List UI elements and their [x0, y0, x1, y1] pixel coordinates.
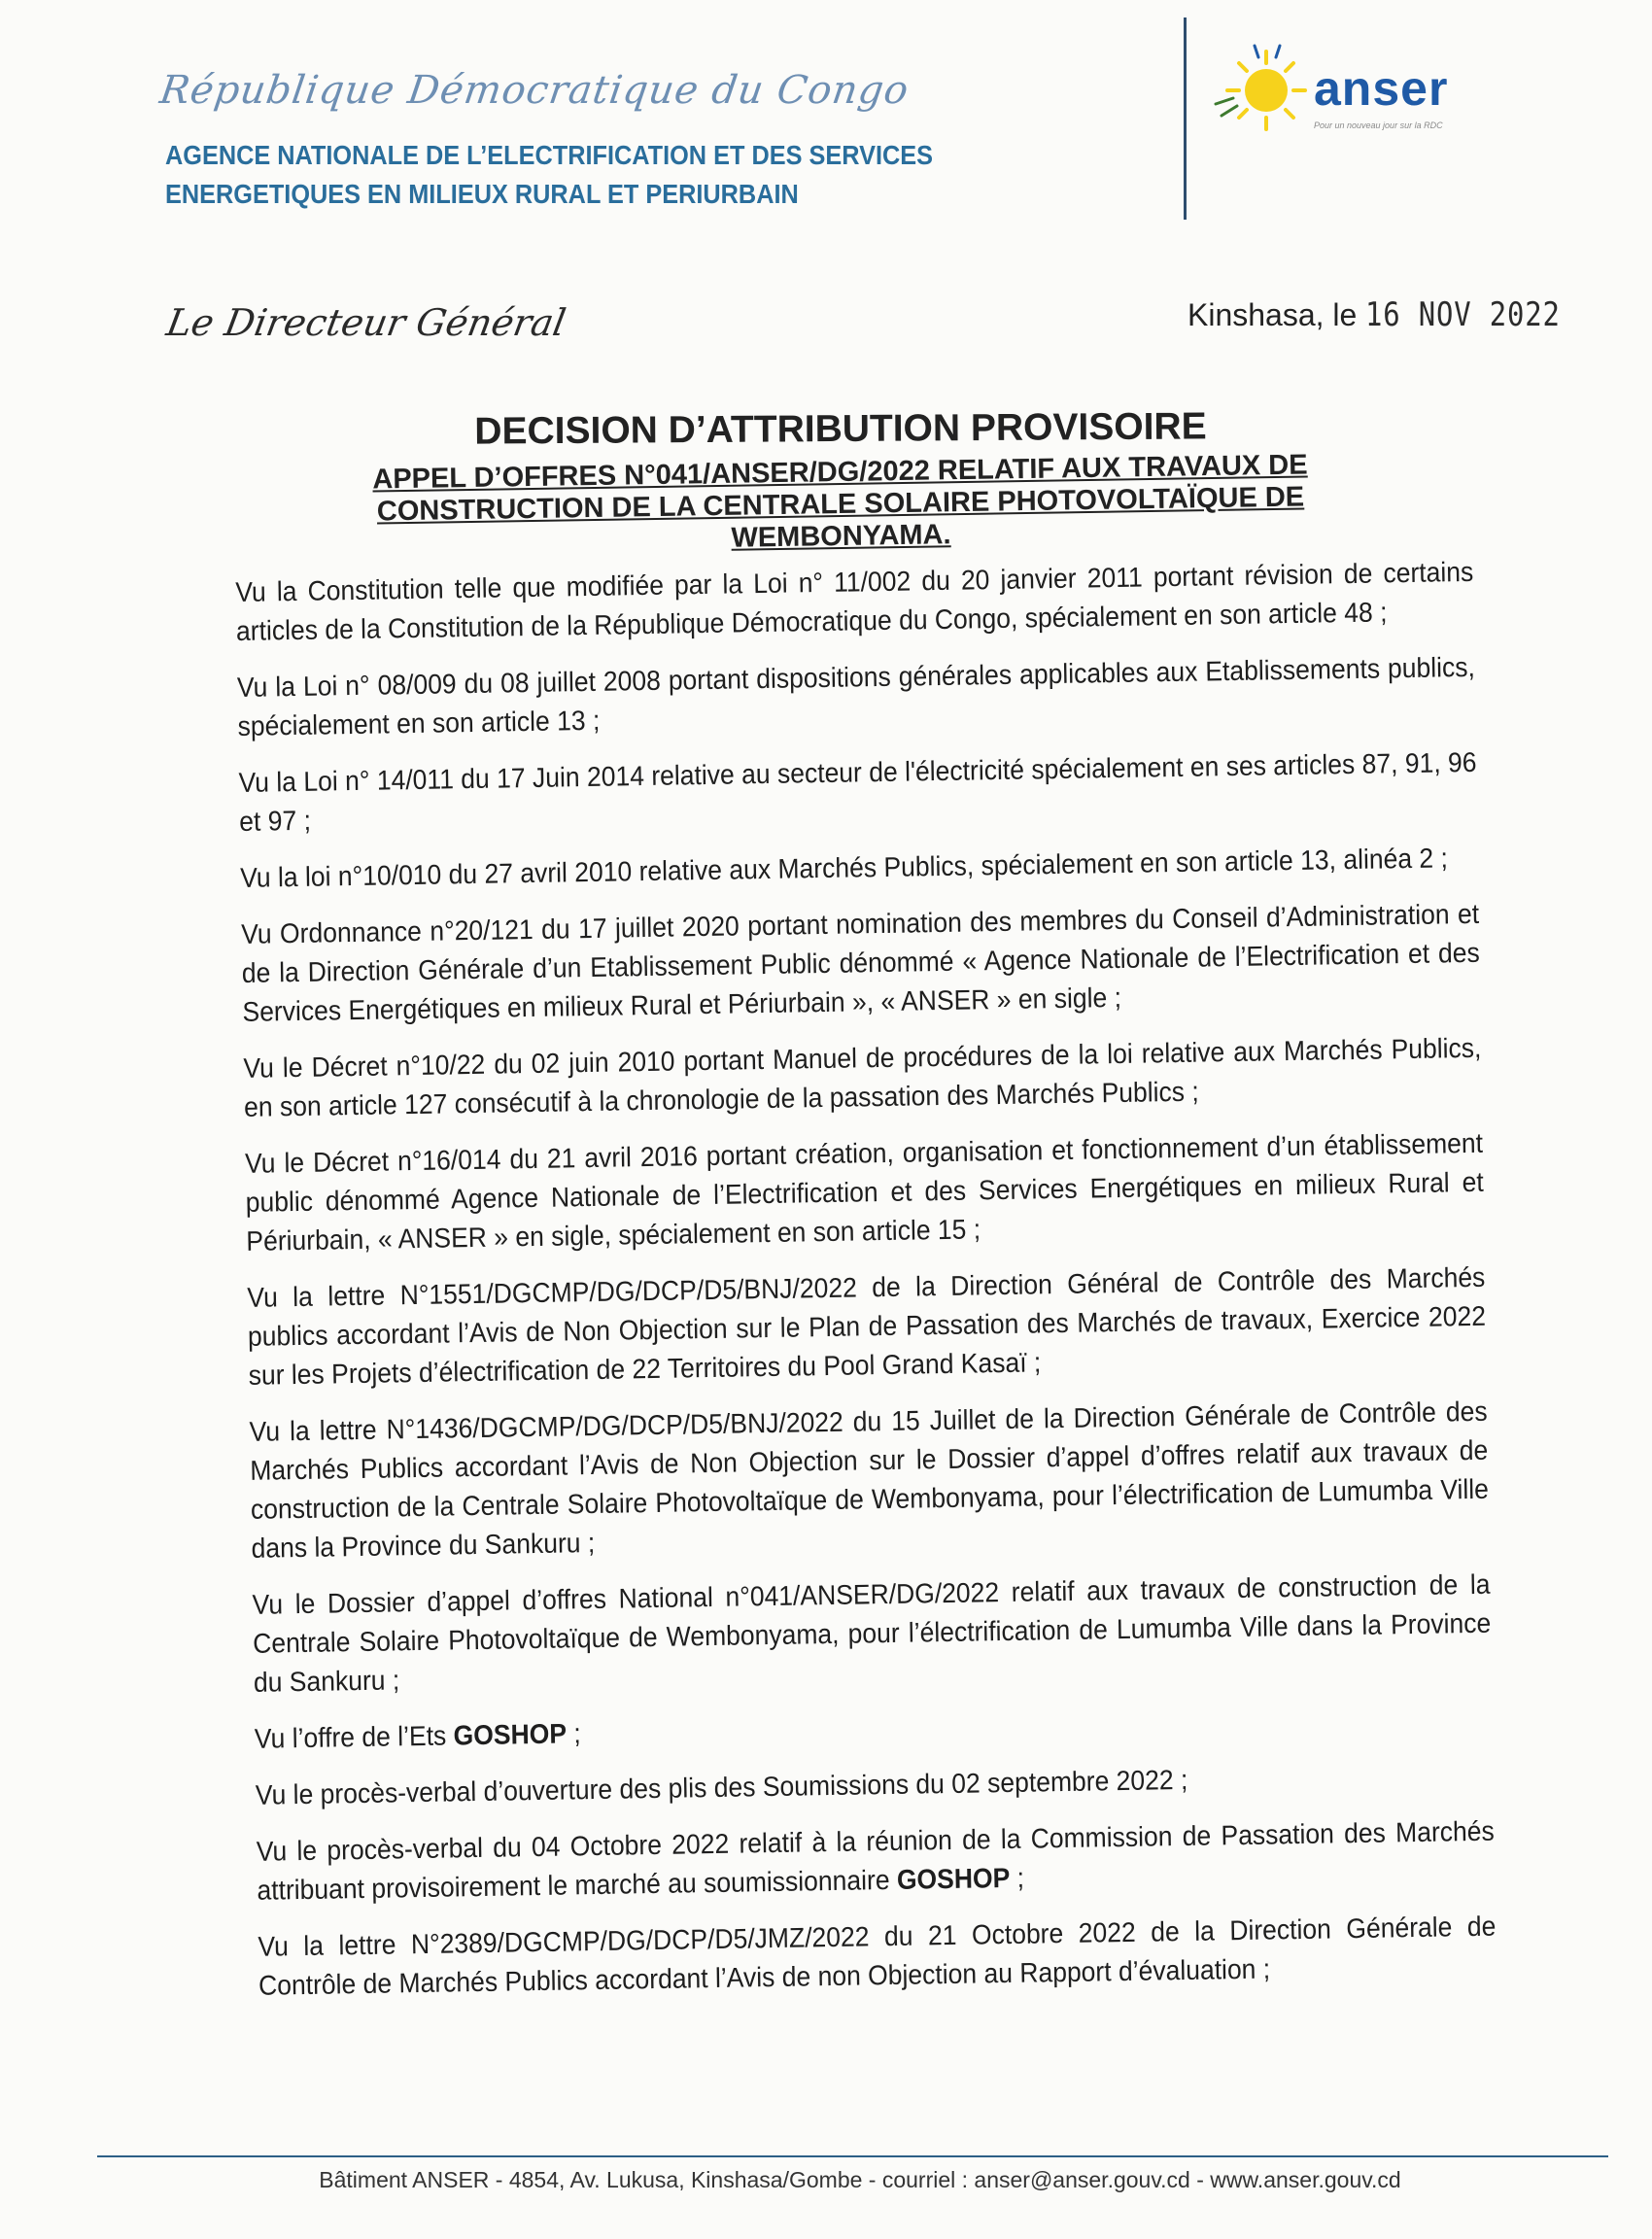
place-date [1187, 295, 1595, 334]
consideration-item [256, 1812, 1495, 1911]
consideration-item [255, 1700, 1494, 1759]
agency-name-line-1: AGENCE NATIONALE DE L’ELECTRIFICATION ET DES SERVICES [165, 140, 934, 170]
agency-name [165, 136, 933, 214]
signatory-title: Le Directeur Général [163, 301, 569, 344]
consideration-item: Vu le Dossier d’appel d’offres National n°041/ANSER/DG/2022 relatif aux travaux de construction de la Centrale Solaire Photovoltaïque de Wembonyama, pour l’électrification de Lumumba Ville dans la Province du Sankuru ; [252, 1568, 1492, 1699]
document-title: DECISION D’ATTRIBUTION PROVISOIRE [474, 405, 1207, 453]
consideration-text: Vu le procès-verbal du 04 Octobre 2022 relatif à la réunion de la Commission de Passation des Marchés attribuant provisoirement le marché au soumissionnaire [256, 1815, 1496, 1907]
consideration-text-end: ; [1009, 1862, 1025, 1894]
place: Kinshasa, le [1187, 297, 1358, 332]
consideration-item: Vu la Loi n° 08/009 du 08 juillet 2008 portant dispositions générales applicables aux Etablissements publics, spécialement en son article 13 ; [236, 651, 1476, 742]
logo-tagline: Pour un nouveau jour sur la RDC [1314, 121, 1443, 130]
republic-heading: République Démocratique du Congo [156, 68, 912, 113]
considerations-list [235, 553, 1498, 2023]
consideration-item: Vu la Constitution telle que modifiée par la Loi n° 11/002 du 20 janvier 2011 portant révision de certains articles de la Constitution de la République Démocratique du Congo, spécialement en son article 48 ; [235, 556, 1474, 647]
consideration-text: Vu l’offre de l’Ets [254, 1720, 454, 1755]
document-subtitle: APPEL D’OFFRES N°041/ANSER/DG/2022 RELATIF AUX TRAVAUX DE CONSTRUCTION DE LA CENTRALE SOLAIRE PHOTOVOLTAÏQUE DE WEMBONYAMA. [372, 449, 1308, 554]
consideration-item: Vu le Décret n°10/22 du 02 juin 2010 portant Manuel de procédures de la loi relative aux Marchés Publics, en son article 127 consécutif à la chronologie de la passation des Marchés Publics ; [243, 1032, 1482, 1123]
footer-rule [97, 2155, 1608, 2157]
consideration-item: Vu le procès-verbal d’ouverture des plis des Soumissions du 02 septembre 2022 ; [255, 1764, 1188, 1811]
bidder-name: GOSHOP [453, 1718, 568, 1752]
consideration-item: Vu la lettre N°1436/DGCMP/DG/DCP/D5/BNJ/2022 du 15 Juillet de la Direction Générale de Contrôle des Marchés Publics accordant l’Avis de Non Objection sur le Dossier d’appel d’offres relatif aux travaux de construction de la Centrale Solaire Photovoltaïque de Wembonyama, pour l’électrification de Lumumba Ville dans la Province du Sankuru ; [249, 1395, 1490, 1565]
consideration-item: Vu la lettre N°1551/DGCMP/DG/DCP/D5/BNJ/2022 de la Direction Général de Contrôle des Marchés publics accordant l’Avis de Non Objection sur le Plan de Passation des Marchés de travaux, Exercice 2022 sur les Projets d’électrification de 22 Territoires du Pool Grand Kasaï ; [247, 1261, 1487, 1392]
bidder-name: GOSHOP [896, 1862, 1011, 1896]
consideration-item: Vu la lettre N°2389/DGCMP/DG/DCP/D5/JMZ/2022 du 21 Octobre 2022 de la Direction Générale de Contrôle de Marchés Publics accordant l’Avis de non Objection au Rapport d’évaluation ; [258, 1911, 1497, 2002]
consideration-item: Vu Ordonnance n°20/121 du 17 juillet 2020 portant nomination des membres du Conseil d’Administration et de la Direction Générale d’un Etablissement Public dénommé « Agence Nationale de l’Electrification et des Services Energétiques en milieux Rural et Périurbain », « ANSER » en sigle ; [240, 898, 1481, 1028]
consideration-item: Vu la Loi n° 14/011 du 17 Juin 2014 relative au secteur de l'électricité spécialement en ses articles 87, 91, 96 et 97 ; [238, 746, 1477, 838]
stamped-date: 16 NOV 2022 [1365, 295, 1561, 334]
agency-name-line-2: ENERGETIQUES EN MILIEUX RURAL ET PERIURBAIN [165, 179, 799, 209]
header-divider [1184, 17, 1187, 220]
consideration-item: Vu le Décret n°16/014 du 21 avril 2016 portant création, organisation et fonctionnement d’un établissement public dénommé Agence Nationale de l’Electrification et des Services Energétiques en milieux Rural et Périurbain, « ANSER » en sigle, spécialement en son article 15 ; [244, 1127, 1484, 1257]
consideration-text-end: ; [566, 1718, 581, 1750]
footer-address: Bâtiment ANSER - 4854, Av. Lukusa, Kinshasa/Gombe - courriel : anser@anser.gouv.cd - www.anser.gouv.cd [319, 2167, 1401, 2192]
consideration-item: Vu la loi n°10/010 du 27 avril 2010 relative aux Marchés Publics, spécialement en son article 13, alinéa 2 ; [239, 843, 1449, 894]
logo-wordmark: anser [1314, 61, 1449, 116]
